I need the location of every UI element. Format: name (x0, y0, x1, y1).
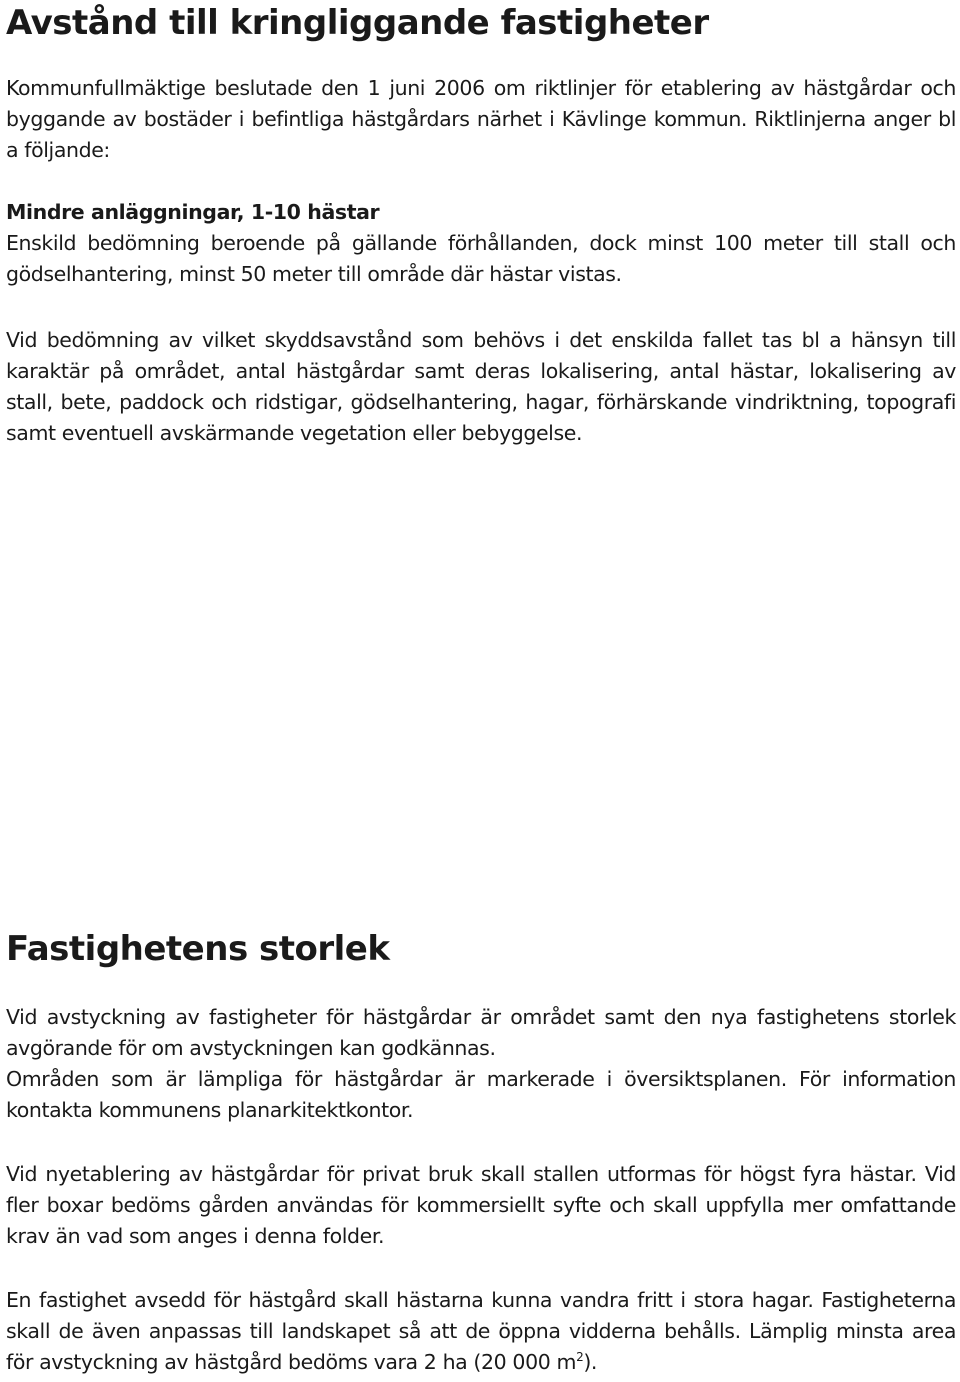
areas-info-text: Områden som är lämpliga för hästgårdar är markerade i översiktsplanen. För information kontakta kommunens planarkitektkontor. (6, 1067, 956, 1122)
property-area-text (6, 1285, 956, 1378)
subheading-small-facilities: Mindre anläggningar, 1-10 hästar (6, 200, 380, 224)
new-establishment-text: Vid nyetablering av hästgårdar för privat bruk skall stallen utformas för högst fyra hästar. Vid fler boxar bedöms gården användas för kommersiellt syfte och skall uppfylla mer omfattande krav än vad som anges i denna folder. (6, 1162, 956, 1248)
property-area-paragraph (6, 1285, 956, 1378)
small-facilities-section (6, 197, 956, 290)
subdivision-paragraph (6, 1002, 956, 1126)
small-facilities-text: Enskild bedömning beroende på gällande förhållanden, dock minst 100 meter till stall och gödselhantering, minst 50 meter till område där hästar vistas. (6, 231, 956, 286)
subdivision-text: Vid avstyckning av fastigheter för hästgårdar är området samt den nya fastighetens storlek avgörande för om avstyckningen kan godkännas. (6, 1005, 956, 1060)
intro-text: Kommunfullmäktige beslutade den 1 juni 2006 om riktlinjer för etablering av hästgårdar och byggande av bostäder i befintliga hästgårdars närhet i Kävlinge kommun. Riktlinjerna anger bl a följande: (6, 76, 956, 162)
property-area-end: ). (583, 1350, 598, 1374)
property-area-main: En fastighet avsedd för hästgård skall hästarna kunna vandra fritt i stora hagar. Fastigheterna skall de även anpassas till landskapet så att de öppna vidderna behålls. Lämplig minsta area för avstyckning av hästgård bedöms vara 2 ha (20 000 m (6, 1288, 956, 1374)
square-superscript: 2 (576, 1350, 584, 1364)
section-title-distance: Avstånd till kringliggande fastigheter (6, 3, 709, 43)
new-establishment-paragraph (6, 1159, 956, 1252)
section-title-property-size: Fastighetens storlek (6, 929, 390, 969)
intro-paragraph (6, 73, 956, 166)
assessment-paragraph (6, 325, 956, 449)
assessment-text: Vid bedömning av vilket skyddsavstånd som behövs i det enskilda fallet tas bl a hänsyn till karaktär på området, antal hästgårdar samt deras lokalisering, antal hästar, lokalisering av stall, bete, paddock och ridstigar, gödselhantering, hagar, förhärskande vindriktning, topografi samt eventuell avskärmande vegetation eller bebyggelse. (6, 328, 956, 445)
